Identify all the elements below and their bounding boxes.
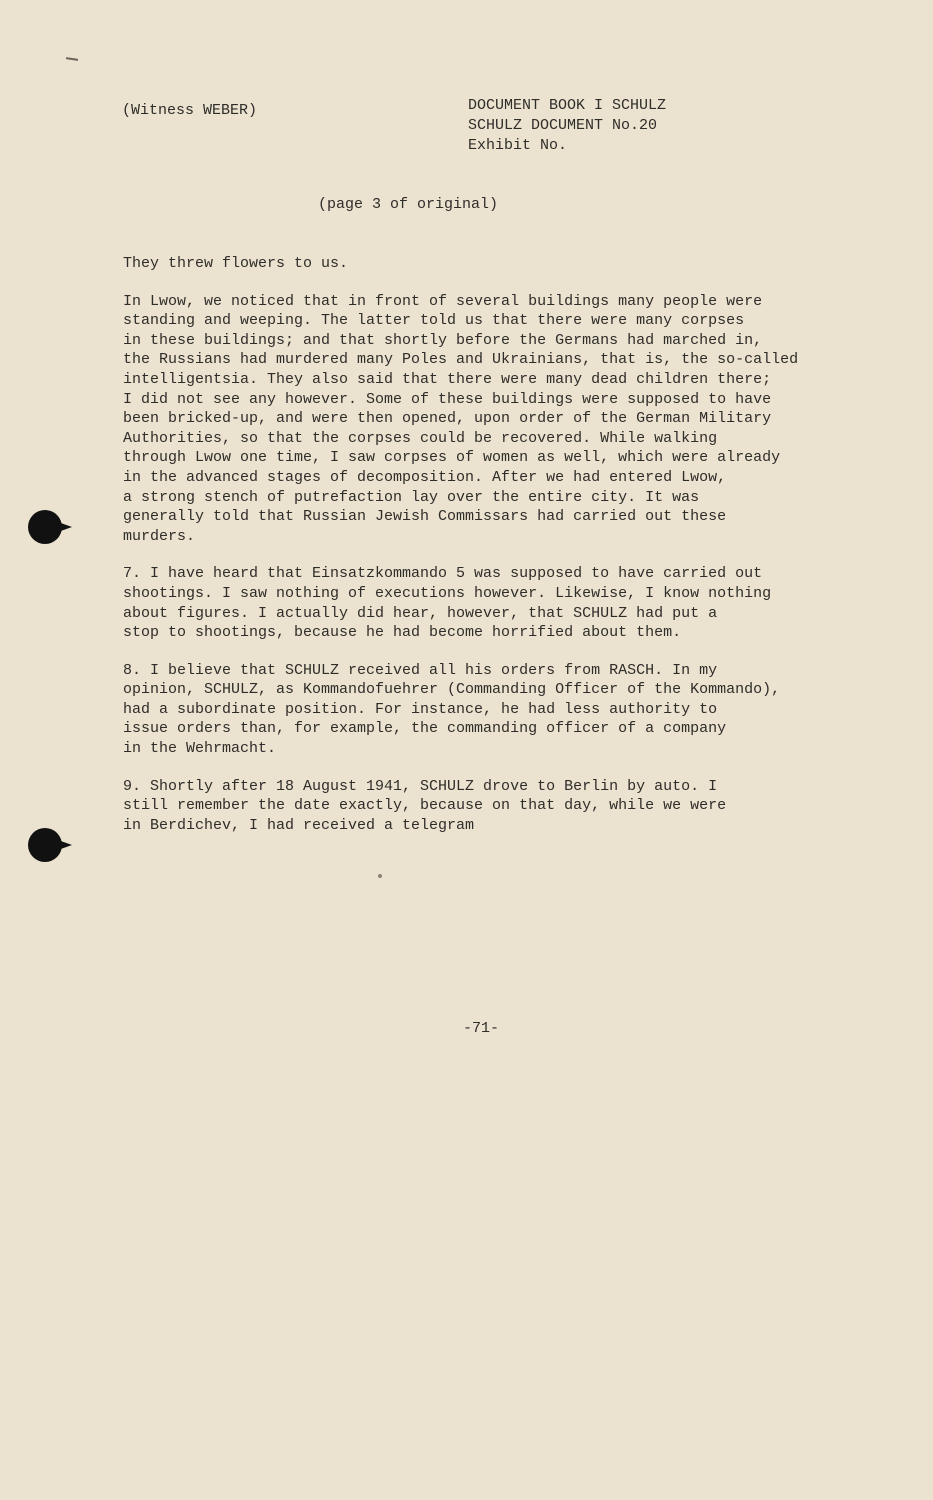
paragraph [123, 661, 843, 759]
paragraph [123, 254, 843, 274]
document-body [123, 254, 843, 853]
paragraph [123, 292, 843, 547]
ink-speck [378, 874, 382, 878]
punch-hole-icon [28, 510, 62, 544]
text-line: still remember the date exactly, because on that day, while we were [123, 797, 727, 815]
text-line: murders. [123, 527, 196, 545]
text-line: In Lwow, we noticed that in front of several buildings many people were [123, 292, 763, 310]
text-line: in the Wehrmacht. [123, 740, 277, 758]
text-line: issue orders than, for example, the commanding officer of a company [123, 720, 727, 738]
page-reference: (page 3 of original) [318, 196, 499, 213]
paragraph [123, 564, 843, 642]
text-line: generally told that Russian Jewish Commissars had carried out these [123, 508, 727, 526]
text-line: had a subordinate position. For instance, he had less authority to [123, 700, 718, 718]
text-line: opinion, SCHULZ, as Kommandofuehrer (Commanding Officer of the Kommando), [123, 681, 781, 699]
text-line: in the advanced stages of decomposition. After we had entered Lwow, [123, 468, 727, 486]
text-line: about figures. I actually did hear, however, that SCHULZ had put a [123, 604, 718, 622]
doc-book: DOCUMENT BOOK I SCHULZ [468, 97, 667, 114]
text-line: I did not see any however. Some of these buildings were supposed to have [123, 390, 772, 408]
doc-number: SCHULZ DOCUMENT No.20 [468, 117, 658, 134]
text-line: been bricked-up, and were then opened, upon order of the German Military [123, 410, 772, 428]
exhibit-number: Exhibit No. [468, 137, 568, 154]
punch-hole-icon [28, 828, 62, 862]
text-line: 8. I believe that SCHULZ received all his orders from RASCH. In my [123, 661, 718, 679]
text-line: 7. I have heard that Einsatzkommando 5 was supposed to have carried out [123, 565, 763, 583]
text-line: shootings. I saw nothing of executions however. Likewise, I know nothing [123, 584, 772, 602]
text-line: the Russians had murdered many Poles and Ukrainians, that is, the so-called [123, 351, 799, 369]
text-line: Authorities, so that the corpses could be recovered. While walking [123, 429, 718, 447]
text-line: They threw flowers to us. [123, 255, 349, 272]
text-line: through Lwow one time, I saw corpses of women as well, which were already [123, 449, 781, 467]
paragraph [123, 777, 843, 836]
text-line: in these buildings; and that shortly before the Germans had marched in, [123, 331, 763, 349]
text-line: stop to shootings, because he had become horrified about them. [123, 624, 682, 642]
text-line: standing and weeping. The latter told us that there were many corpses [123, 312, 745, 330]
document-info [468, 96, 666, 156]
page-number: -71- [463, 1020, 500, 1037]
margin-mark [66, 57, 78, 61]
text-line: 9. Shortly after 18 August 1941, SCHULZ drove to Berlin by auto. I [123, 777, 718, 795]
text-line: in Berdichev, I had received a telegram [123, 816, 475, 834]
text-line: intelligentsia. They also said that there were many dead children there; [123, 370, 772, 388]
text-line: a strong stench of putrefaction lay over the entire city. It was [123, 488, 700, 506]
witness-label: (Witness WEBER) [122, 102, 258, 119]
